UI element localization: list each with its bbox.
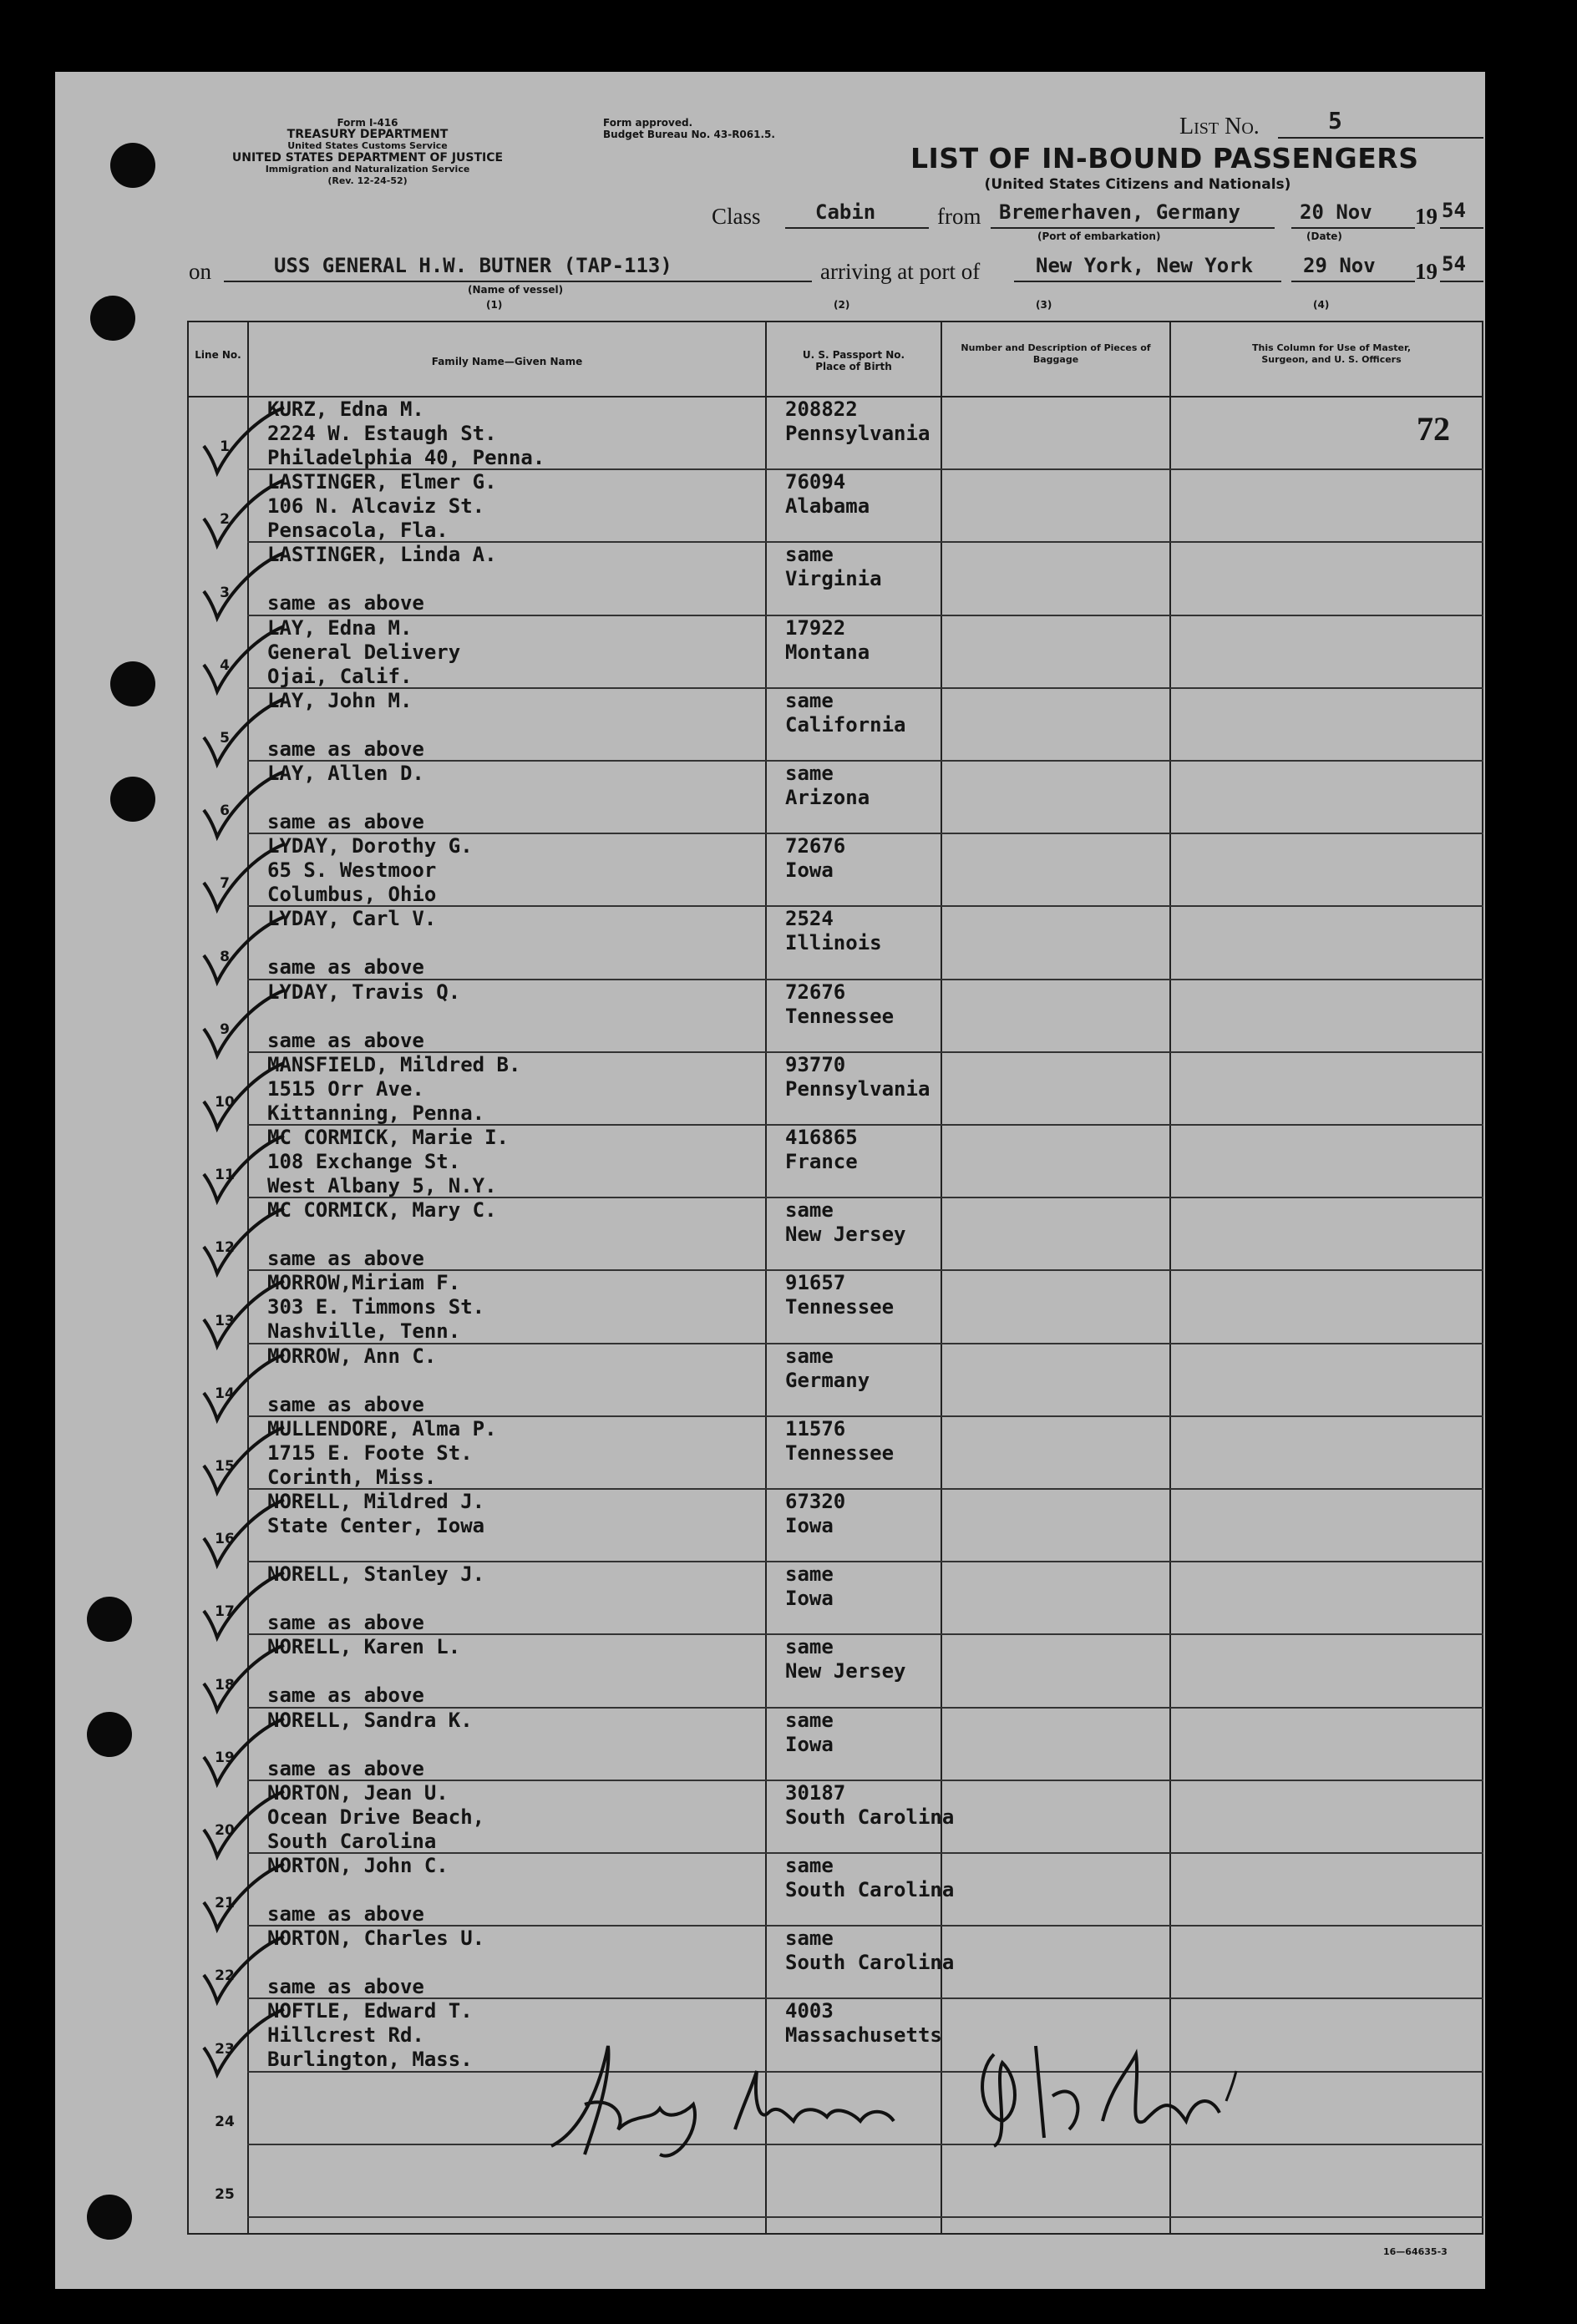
line-number: 1 bbox=[220, 438, 230, 456]
passport-birthplace-line: Montana bbox=[785, 640, 870, 664]
passenger-name-line: LAY, Allen D. bbox=[267, 762, 424, 785]
passport-birthplace-line: South Carolina bbox=[785, 1878, 955, 1901]
passport-birthplace-line: same bbox=[785, 1854, 834, 1877]
line-number: 21 bbox=[215, 1895, 235, 1912]
line-number: 4 bbox=[220, 656, 230, 674]
line-number: 20 bbox=[215, 1822, 235, 1839]
check-mark bbox=[197, 1132, 289, 1208]
col-num-4: (4) bbox=[1313, 299, 1330, 311]
passport-birthplace-line: same bbox=[785, 1708, 834, 1732]
passenger-name-line: 2224 W. Estaugh St. bbox=[267, 422, 497, 445]
line-number: 11 bbox=[215, 1167, 235, 1184]
passport-birthplace-line: same bbox=[785, 688, 834, 712]
check-mark bbox=[197, 1496, 289, 1572]
check-mark bbox=[197, 1569, 289, 1644]
line-number: 19 bbox=[215, 1749, 235, 1766]
passport-birthplace-line: Pennsylvania bbox=[785, 422, 930, 445]
passenger-name-line: 108 Exchange St. bbox=[267, 1150, 461, 1173]
passport-birthplace-line: 208822 bbox=[785, 397, 858, 421]
passenger-name-line: LYDAY, Dorothy G. bbox=[267, 834, 473, 858]
passenger-name-line: South Carolina bbox=[267, 1829, 437, 1853]
passport-birthplace-line: same bbox=[785, 543, 834, 567]
arrival-date: 29 Nov bbox=[1303, 254, 1376, 277]
passenger-name-line: MORROW,Miriam F. bbox=[267, 1271, 461, 1295]
footer-code: 16—64635-3 bbox=[1383, 2246, 1448, 2257]
passenger-name-line: West Albany 5, N.Y. bbox=[267, 1174, 497, 1197]
line-number: 14 bbox=[215, 1385, 235, 1402]
check-mark bbox=[197, 404, 289, 479]
check-mark bbox=[197, 477, 289, 552]
passport-birthplace-line: 416865 bbox=[785, 1126, 858, 1149]
passenger-name-line: same as above bbox=[267, 810, 424, 833]
line-number: 5 bbox=[220, 730, 230, 747]
passenger-name-line: NORTON, Charles U. bbox=[267, 1927, 485, 1951]
passenger-name-line: same as above bbox=[267, 1684, 424, 1708]
passport-birthplace-line: Pennsylvania bbox=[785, 1076, 930, 1101]
line-number: 16 bbox=[215, 1531, 235, 1548]
row-separator bbox=[247, 687, 1483, 689]
passenger-name-line: NORELL, Stanley J. bbox=[267, 1562, 485, 1587]
line-number: 10 bbox=[215, 1094, 235, 1111]
dept-treasury-sub: United States Customs Service bbox=[287, 140, 448, 151]
passenger-name-line: LASTINGER, Linda A. bbox=[267, 543, 497, 567]
passport-birthplace-line: Alabama bbox=[785, 494, 870, 519]
arrival-year: 54 bbox=[1442, 252, 1466, 276]
passport-birthplace-line: 72676 bbox=[785, 980, 846, 1004]
passport-birthplace-line: California bbox=[785, 712, 906, 737]
officer-note: 72 bbox=[1417, 410, 1450, 448]
check-mark bbox=[197, 1205, 289, 1280]
passenger-name-line: Hillcrest Rd. bbox=[267, 2023, 424, 2048]
passenger-name-line: LYDAY, Carl V. bbox=[267, 907, 437, 931]
col-header-passport: U. S. Passport No. Place of Birth bbox=[802, 349, 905, 372]
passenger-name-line: LAY, Edna M. bbox=[267, 615, 413, 640]
passport-birthplace-line: Virginia bbox=[785, 567, 882, 591]
passenger-name-line: NORELL, Karen L. bbox=[267, 1635, 461, 1659]
arriving-label: arriving at port of bbox=[820, 259, 981, 284]
check-mark bbox=[197, 1933, 289, 2008]
passenger-name-line: Burlington, Mass. bbox=[267, 2048, 473, 2072]
passenger-name-line: MORROW, Ann C. bbox=[267, 1344, 437, 1368]
form-number: Form I-416 bbox=[337, 117, 398, 129]
line-number: 15 bbox=[215, 1458, 235, 1475]
passport-birthplace-line: Arizona bbox=[785, 786, 870, 809]
check-mark bbox=[197, 549, 289, 625]
passenger-name-line: NOFTLE, Edward T. bbox=[267, 1999, 473, 2023]
passenger-name-line: NORELL, Sandra K. bbox=[267, 1708, 473, 1732]
passport-birthplace-line: France bbox=[785, 1150, 858, 1173]
check-mark bbox=[197, 841, 289, 916]
passenger-name-line: Ocean Drive Beach, bbox=[267, 1805, 485, 1829]
passenger-name-line: NORTON, Jean U. bbox=[267, 1780, 449, 1805]
passport-birthplace-line: Iowa bbox=[785, 858, 834, 883]
passport-birthplace-line: Tennessee bbox=[785, 1440, 895, 1465]
passport-birthplace-line: 17922 bbox=[785, 615, 846, 640]
line-number: 18 bbox=[215, 1676, 235, 1694]
passport-birthplace-line: 30187 bbox=[785, 1780, 846, 1805]
passenger-name-line: LYDAY, Travis Q. bbox=[267, 980, 461, 1004]
col-header-name: Family Name—Given Name bbox=[431, 356, 583, 367]
approval-line-2: Budget Bureau No. 43-R061.5. bbox=[603, 129, 775, 140]
passport-birthplace-line: same bbox=[785, 762, 834, 785]
passport-birthplace-line: 4003 bbox=[785, 1999, 834, 2023]
passport-birthplace-line: Massachusetts bbox=[785, 2023, 942, 2048]
check-mark bbox=[197, 1788, 289, 1863]
binder-hole bbox=[87, 2195, 132, 2240]
class-label: Class bbox=[712, 204, 761, 229]
passport-birthplace-line: 91657 bbox=[785, 1271, 846, 1295]
passenger-name-line: NORELL, Mildred J. bbox=[267, 1490, 485, 1513]
line-number: 12 bbox=[215, 1239, 235, 1257]
check-mark bbox=[197, 1351, 289, 1426]
passport-birthplace-line: 93770 bbox=[785, 1052, 846, 1076]
passenger-name-line: same as above bbox=[267, 955, 424, 980]
passport-birthplace-line: 11576 bbox=[785, 1416, 846, 1440]
passenger-name-line: Columbus, Ohio bbox=[267, 883, 437, 907]
departure-year: 54 bbox=[1442, 199, 1466, 222]
line-number: 9 bbox=[220, 1020, 230, 1038]
line-number: 7 bbox=[220, 875, 230, 893]
passenger-name-line: Ojai, Calif. bbox=[267, 664, 413, 688]
passenger-name-line: Nashville, Tenn. bbox=[267, 1319, 461, 1344]
passport-birthplace-line: same bbox=[785, 1198, 834, 1223]
dept-justice-sub: Immigration and Naturalization Service bbox=[265, 164, 470, 175]
line-number: 2 bbox=[220, 511, 230, 529]
check-mark bbox=[197, 987, 289, 1062]
list-no-label: List No. bbox=[1179, 114, 1260, 139]
port-caption: (Port of embarkation) bbox=[1037, 230, 1161, 242]
line-number: 6 bbox=[220, 803, 230, 820]
check-mark bbox=[197, 768, 289, 843]
check-mark bbox=[197, 623, 289, 698]
vessel-caption: (Name of vessel) bbox=[468, 284, 564, 296]
row-separator bbox=[247, 615, 1483, 616]
passport-birthplace-line: South Carolina bbox=[785, 1805, 955, 1829]
passenger-name-line: 1715 E. Foote St. bbox=[267, 1440, 473, 1465]
check-mark bbox=[197, 1861, 289, 1936]
passport-birthplace-line: Germany bbox=[785, 1368, 870, 1392]
passport-birthplace-line: same bbox=[785, 1927, 834, 1951]
passport-birthplace-line: New Jersey bbox=[785, 1223, 906, 1247]
check-mark bbox=[197, 1060, 289, 1135]
passenger-name-line: Pensacola, Fla. bbox=[267, 519, 449, 543]
passport-birthplace-line: same bbox=[785, 1635, 834, 1659]
passenger-name-line: NORTON, John C. bbox=[267, 1854, 449, 1877]
passport-birthplace-line: Tennessee bbox=[785, 1295, 895, 1319]
binder-hole bbox=[110, 777, 155, 822]
check-mark bbox=[197, 1424, 289, 1499]
passenger-name-line: Kittanning, Penna. bbox=[267, 1101, 485, 1125]
check-mark bbox=[197, 1278, 289, 1353]
arrival-port: New York, New York bbox=[1036, 254, 1254, 277]
check-mark bbox=[197, 1715, 289, 1790]
date-caption: (Date) bbox=[1306, 230, 1342, 242]
page-title: LIST OF IN-BOUND PASSENGERS bbox=[910, 142, 1419, 175]
passport-birthplace-line: 2524 bbox=[785, 907, 834, 931]
passenger-name-line: 65 S. Westmoor bbox=[267, 858, 437, 883]
passenger-name-line: Philadelphia 40, Penna. bbox=[267, 446, 545, 469]
dept-justice: UNITED STATES DEPARTMENT OF JUSTICE bbox=[231, 151, 504, 165]
passport-birthplace-line: New Jersey bbox=[785, 1659, 906, 1684]
row-separator bbox=[247, 2216, 1483, 2218]
from-value: Bremerhaven, Germany bbox=[999, 200, 1240, 224]
from-label: from bbox=[937, 204, 981, 229]
passenger-name-line: 106 N. Alcaviz St. bbox=[267, 494, 485, 519]
passenger-name-line: State Center, Iowa bbox=[267, 1514, 485, 1537]
year-prefix-2: 19 bbox=[1415, 259, 1438, 284]
line-number: 13 bbox=[215, 1312, 235, 1329]
binder-hole bbox=[90, 296, 135, 341]
check-mark bbox=[197, 696, 289, 771]
approval-line-1: Form approved. bbox=[603, 117, 693, 129]
passenger-name-line: MC CORMICK, Mary C. bbox=[267, 1198, 497, 1223]
passenger-name-line: General Delivery bbox=[267, 640, 461, 664]
binder-hole bbox=[110, 661, 155, 706]
on-label: on bbox=[189, 259, 211, 284]
binder-hole bbox=[87, 1597, 132, 1642]
line-number: 23 bbox=[215, 2040, 235, 2058]
initials-signature bbox=[961, 2021, 1261, 2163]
inspector-signature bbox=[535, 2029, 919, 2171]
row-separator bbox=[247, 760, 1483, 762]
passport-birthplace-line: same bbox=[785, 1344, 834, 1368]
passenger-name-line: same as above bbox=[267, 1028, 424, 1052]
passenger-name-line: same as above bbox=[267, 1975, 424, 1999]
passenger-name-line: same as above bbox=[267, 591, 424, 615]
col-num-1: (1) bbox=[486, 299, 503, 311]
passenger-name-line: LASTINGER, Elmer G. bbox=[267, 470, 497, 494]
passport-birthplace-line: Iowa bbox=[785, 1514, 834, 1537]
line-number: 25 bbox=[215, 2186, 235, 2203]
passport-birthplace-line: 76094 bbox=[785, 470, 846, 494]
passport-birthplace-line: Illinois bbox=[785, 931, 882, 955]
line-number: 22 bbox=[215, 1967, 235, 1985]
check-mark bbox=[197, 1642, 289, 1717]
vessel-name: USS GENERAL H.W. BUTNER (TAP-113) bbox=[274, 254, 672, 277]
list-no-value: 5 bbox=[1328, 107, 1342, 134]
passenger-name-line: MANSFIELD, Mildred B. bbox=[267, 1052, 521, 1076]
passport-birthplace-line: 72676 bbox=[785, 834, 846, 858]
line-number: 8 bbox=[220, 948, 230, 965]
col-header-line: Line No. bbox=[195, 349, 241, 361]
passport-birthplace-line: Iowa bbox=[785, 1732, 834, 1756]
dept-treasury: TREASURY DEPARTMENT bbox=[286, 128, 449, 141]
passenger-name-line: MULLENDORE, Alma P. bbox=[267, 1416, 497, 1440]
passport-birthplace-line: same bbox=[785, 1562, 834, 1587]
passenger-name-line: same as above bbox=[267, 1756, 424, 1780]
check-mark bbox=[197, 2006, 289, 2081]
col-num-3: (3) bbox=[1036, 299, 1052, 311]
col-header-baggage: Number and Description of Pieces of Baggage bbox=[961, 342, 1151, 365]
passport-birthplace-line: South Carolina bbox=[785, 1951, 955, 1975]
page-subtitle: (United States Citizens and Nationals) bbox=[984, 176, 1291, 193]
passenger-name-line: same as above bbox=[267, 1392, 424, 1416]
passenger-name-line: MC CORMICK, Marie I. bbox=[267, 1126, 509, 1149]
passenger-name-line: KURZ, Edna M. bbox=[267, 397, 424, 421]
binder-hole bbox=[87, 1712, 132, 1757]
passenger-name-line: same as above bbox=[267, 1902, 424, 1926]
binder-hole bbox=[110, 143, 155, 188]
check-mark bbox=[197, 914, 289, 989]
passenger-name-line: same as above bbox=[267, 1247, 424, 1271]
passenger-name-line: 303 E. Timmons St. bbox=[267, 1295, 485, 1319]
passenger-name-line: 1515 Orr Ave. bbox=[267, 1076, 424, 1101]
form-revision: (Rev. 12-24-52) bbox=[327, 175, 408, 186]
passport-birthplace-line: Tennessee bbox=[785, 1004, 895, 1028]
class-value: Cabin bbox=[815, 200, 876, 224]
passenger-name-line: LAY, John M. bbox=[267, 688, 413, 712]
year-prefix: 19 bbox=[1415, 204, 1438, 229]
line-number: 3 bbox=[220, 584, 230, 601]
passport-birthplace-line: 67320 bbox=[785, 1490, 846, 1513]
passport-birthplace-line: Iowa bbox=[785, 1587, 834, 1611]
col-num-2: (2) bbox=[834, 299, 850, 311]
passenger-name-line: same as above bbox=[267, 1611, 424, 1635]
passenger-name-line: same as above bbox=[267, 737, 424, 761]
passenger-name-line: Corinth, Miss. bbox=[267, 1465, 437, 1489]
departure-date: 20 Nov bbox=[1300, 200, 1372, 224]
line-number: 17 bbox=[215, 1603, 235, 1621]
line-number: 24 bbox=[215, 2113, 235, 2130]
col-header-officers: This Column for Use of Master, Surgeon, and U. S. Officers bbox=[1252, 342, 1411, 365]
